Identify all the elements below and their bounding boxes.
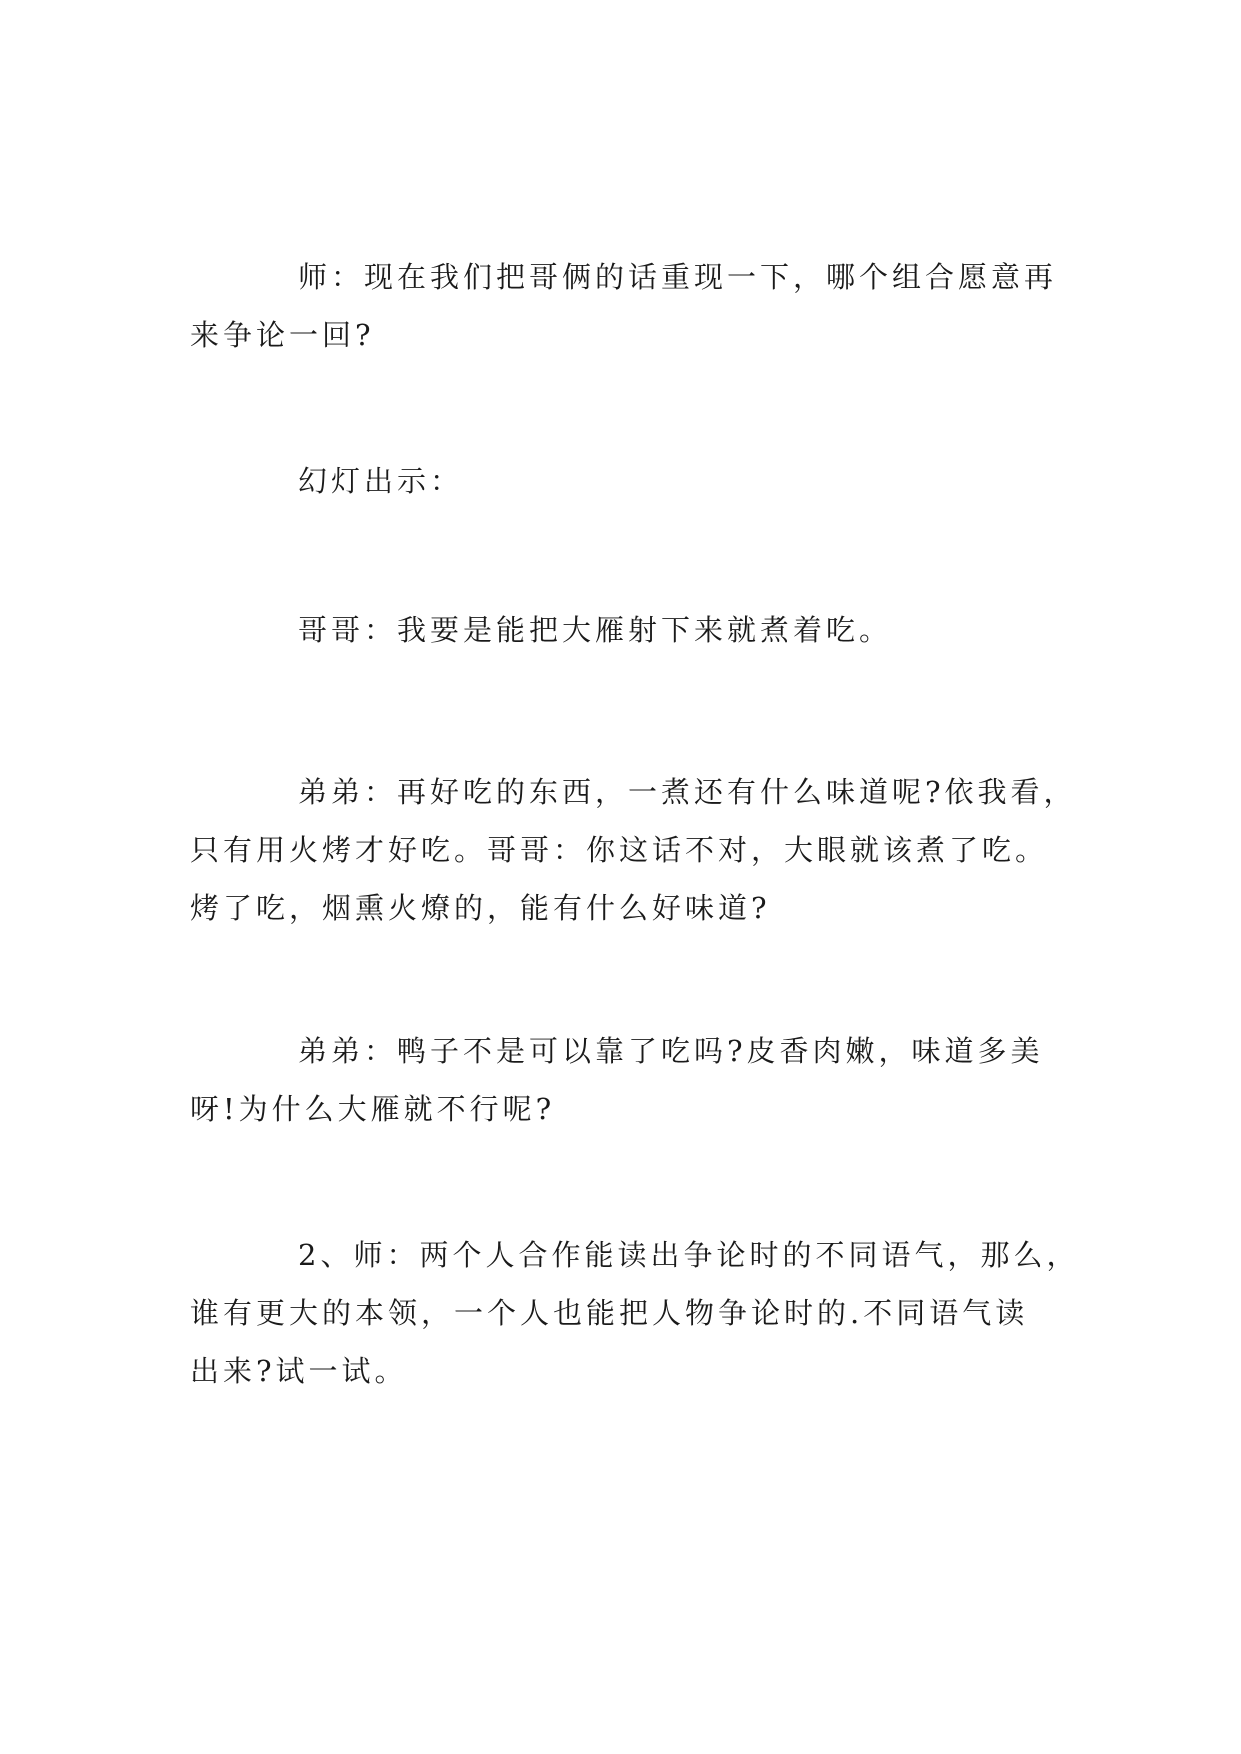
text-line: 烤了吃，烟熏火燎的，能有什么好味道? xyxy=(190,891,771,925)
text-line: 只有用火烤才好吃。哥哥：你这话不对，大眼就该煮了吃。 xyxy=(190,833,1049,867)
text-line: 呀!为什么大雁就不行呢? xyxy=(190,1092,556,1126)
text-line: 弟弟：鸭子不是可以靠了吃吗?皮香肉嫩，味道多美 xyxy=(298,1034,1044,1068)
text-line: 弟弟：再好吃的东西，一煮还有什么味道呢?依我看， xyxy=(298,775,1077,809)
text-line: 2、师：两个人合作能读出争论时的不同语气，那么， xyxy=(298,1238,1080,1272)
paragraph-teacher-task xyxy=(190,1226,1080,1400)
text-line: 出来?试一试。 xyxy=(190,1354,408,1388)
paragraph-younger-brother-duck xyxy=(190,1022,1058,1138)
text-line: 谁有更大的本领，一个人也能把人物争论时的.不同语气读 xyxy=(190,1296,1029,1330)
paragraph-younger-brother-dialogue xyxy=(190,763,1077,937)
text-line: 师：现在我们把哥俩的话重现一下，哪个组合愿意再 xyxy=(298,260,1058,294)
text-line: 幻灯出示： xyxy=(298,464,464,498)
paragraph-teacher-question xyxy=(190,248,1058,364)
text-line: 哥哥：我要是能把大雁射下来就煮着吃。 xyxy=(298,613,893,647)
text-line: 来争论一回? xyxy=(190,318,375,352)
paragraph-brother-line xyxy=(190,601,1058,659)
paragraph-slide-intro xyxy=(190,452,1058,510)
